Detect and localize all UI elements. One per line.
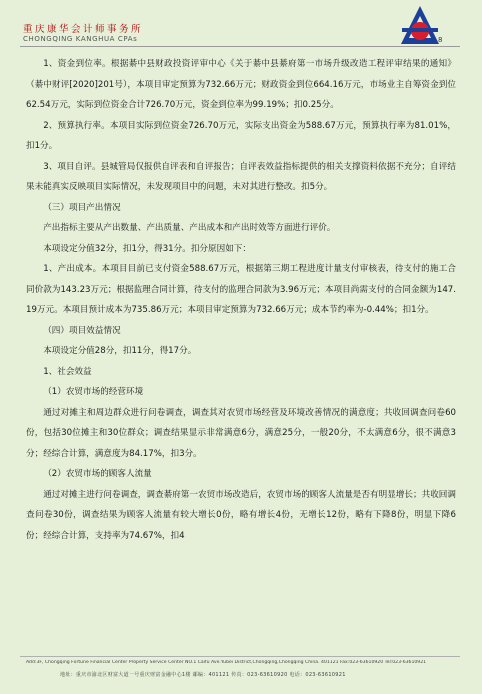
paragraph-market-environment: 通过对摊主和周边群众进行问卷调查，调查其对农贸市场经营及环境改善情况的满意度；共收回调查问卷60份，包括30位摊主和30位群众；调查结果显示非常满意6分，满意25分，一般20分，不太满意6分，很不满意3分；经综合计算，满意度为84.17%，扣3分。 bbox=[26, 407, 456, 459]
subheading-social-benefit: 1、社会效益 bbox=[43, 366, 92, 377]
firm-name-en: CHONGQING KANGHUA CPAs bbox=[23, 35, 138, 43]
section-heading-output: （三）项目产出情况 bbox=[43, 202, 121, 213]
firm-logo-icon bbox=[398, 4, 442, 46]
footer-divider bbox=[20, 656, 460, 657]
page-footer bbox=[0, 656, 482, 694]
paragraph-output-score: 本项设定分值32分，扣1分，得31分。扣分原因如下： bbox=[43, 243, 251, 254]
paragraph-self-evaluation: 3、项目自评。县城管局仅报供自评表和自评报告；自评表效益指标提供的相关支撑资料依据不充分；自评结果未能真实反映项目实际情况，未发现项目中的问题，未对其进行整改。扣5分。 bbox=[26, 161, 456, 192]
paragraph-fund-arrival-rate: 1、资金到位率。根据綦中县财政投资评审中心《关于綦中县綦府第一市场升级改造工程评审结果的通知》（綦中财评[2020]201号），本项目审定预算为732.66万元；财政资金到位664.16万元，市场业主自筹资金到位62.54万元，实际到位资金合计726.70万元，资金到位率为99.19%；扣0.25分。 bbox=[26, 59, 456, 110]
footer-address-en: Add:3F, Chongqing Fortune Financial Center Property Service Center NO.1 Caifu Ave.Yubei District,Chongqing,Chongqing China. 401121 Fax:023-63610920 Tel:023-63610921 bbox=[26, 660, 427, 665]
page-number: 8 bbox=[438, 36, 443, 44]
section-heading-benefit: （四）项目效益情况 bbox=[43, 325, 121, 336]
document-body bbox=[26, 54, 456, 546]
paragraph-output-cost: 1、产出成本。本项目目前已支付资金588.67万元，根据第三期工程进度计量支付审核表，待支付的施工合同价款为143.23万元；根据监理合同计算，待支付的监理合同款为3.96万元；本项目尚需支付的合同金额为147.19万元。本项目预计成本为735.86万元；本项目审定预算为732.66万元；成本节约率为-0.44%；扣1分。 bbox=[26, 264, 456, 315]
paragraph-benefit-score: 本项设定分值28分，扣11分，得17分。 bbox=[43, 346, 197, 356]
paragraph-budget-execution: 2、预算执行率。本项目实际到位资金726.70万元，实际支出资金为588.67万元，预算执行率为81.01%，扣1分。 bbox=[26, 120, 456, 151]
page-header bbox=[0, 0, 482, 50]
firm-name-cn: 重庆康华会计师事务所 bbox=[23, 24, 144, 35]
subheading-market-environment: （1）农贸市场的经营环境 bbox=[43, 387, 144, 397]
header-divider bbox=[20, 46, 460, 47]
paragraph-output-intro: 产出指标主要从产出数量、产出质量、产出成本和产出时效等方面进行评价。 bbox=[43, 223, 336, 233]
paragraph-customer-flow: 通过对摊主进行问卷调查，调查綦府第一农贸市场改造后，农贸市场的顾客人流量是否有明显增长；共收回调查问卷30份，调查结果为顾客人流量有较大增长0份，略有增长4份，无增长12份，略有下降8份，明显下降6份；经综合计算，支持率为74.67%，扣4 bbox=[26, 489, 456, 541]
footer-address-cn: 地址：重庆市渝北区财富大道一号重庆财富金融中心1楼 邮编：401121 传真：023-63610920 电话：023-63610921 bbox=[60, 672, 346, 678]
subheading-customer-flow: （2）农贸市场的顾客人流量 bbox=[43, 469, 152, 479]
